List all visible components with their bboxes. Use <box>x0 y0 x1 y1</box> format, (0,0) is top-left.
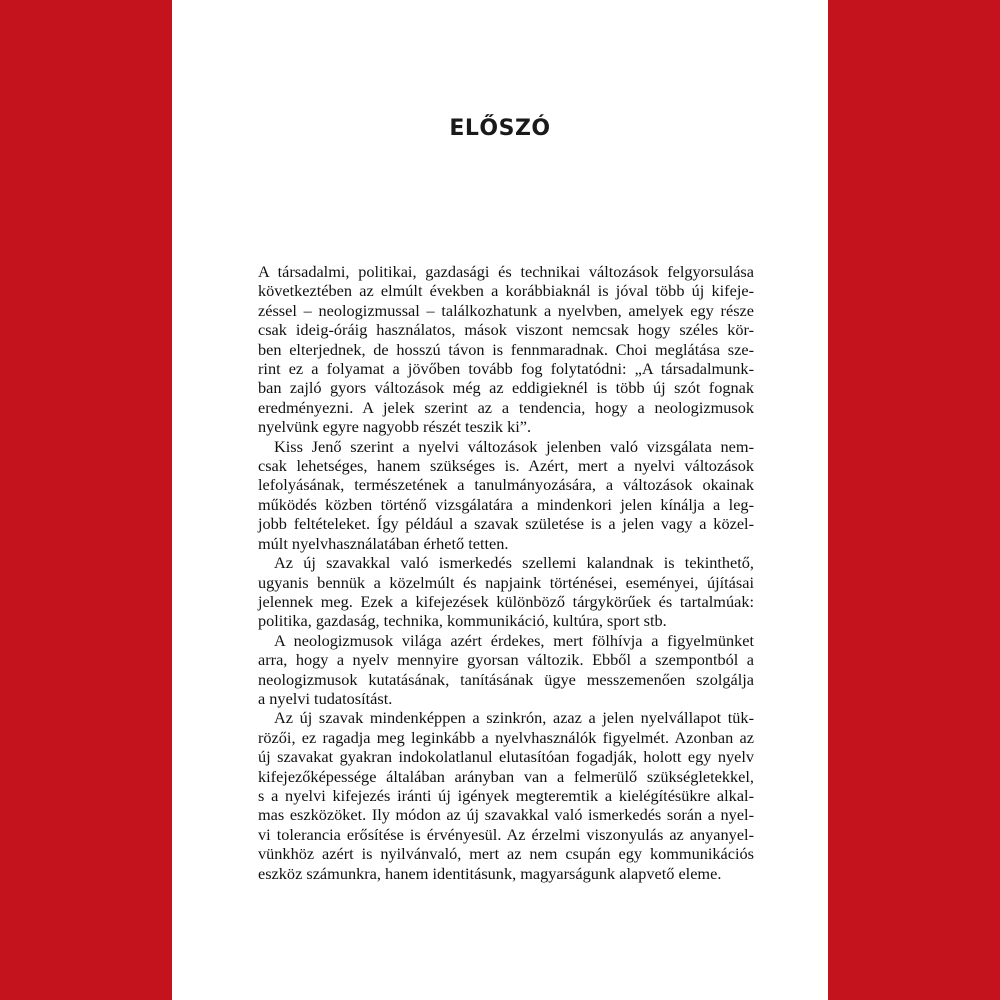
text-line: vi tolerancia erősítése is érvényesül. Az érzelmi viszonyulás az anyanyel- <box>258 824 754 844</box>
text-line: múlt nyelvhasználatában érhető tetten. <box>258 533 509 553</box>
text-line: mas eszközöket. Ily módon az új szavakkal való ismerkedés során a nyel- <box>258 805 754 825</box>
text-line: Az új szavakkal való ismerkedés szellemi kalandnak is tekinthető, <box>274 553 754 573</box>
text-line: vünkhöz azért is nyilvánvaló, mert az nem csupán egy kommunikációs <box>258 844 754 864</box>
text-line: s a nyelvi kifejezés iránti új igények megteremtik a kielégítésükre alkal- <box>258 785 754 805</box>
text-line: rözői, ez ragadja meg leginkább a nyelvhasználók figyelmét. Azonban az <box>258 727 754 747</box>
text-line: eredményezni. A jelek szerint az a tendencia, hogy a neologizmusok <box>258 397 754 417</box>
text-line: ban zajló gyors változások még az eddigieknél is több új szót fognak <box>258 378 754 398</box>
text-line: Kiss Jenő szerint a nyelvi változások jelenben való vizsgálata nem- <box>274 436 754 456</box>
text-line: új szavakat gyakran indokolatlanul elutasítóan fogadják, holott egy nyelv <box>258 747 754 767</box>
paragraph <box>258 437 754 553</box>
paragraph <box>258 708 754 883</box>
page-title: ELŐSZÓ <box>449 116 551 141</box>
text-line: arra, hogy a nyelv mennyire gyorsan változik. Ebből a szempontból a <box>258 650 754 670</box>
text-line: a nyelvi tudatosítást. <box>258 688 393 708</box>
text-line: zéssel – neologizmussal – találkozhatunk a nyelvben, amelyek egy része <box>258 300 754 320</box>
paragraph <box>258 631 754 709</box>
paragraph <box>258 553 754 631</box>
text-line: nyelvünk egyre nagyobb részét teszik ki”. <box>258 417 532 437</box>
text-line: következtében az elmúlt években a korábbiaknál is jóval több új kifeje- <box>258 281 754 301</box>
text-line: eszköz számunkra, hanem identitásunk, magyarságunk alapvető eleme. <box>258 863 722 883</box>
text-line: csak ideig-óráig használatos, mások viszont nemcsak hogy széles kör- <box>258 320 754 340</box>
text-line: A társadalmi, politikai, gazdasági és technikai változások felgyorsulása <box>258 262 754 281</box>
text-line: politika, gazdaság, technika, kommunikáció, kultúra, sport stb. <box>258 611 667 631</box>
preface-body <box>258 262 754 883</box>
text-line: A neologizmusok világa azért érdekes, mert fölhívja a figyelmünket <box>274 630 754 650</box>
text-line: csak lehetséges, hanem szükséges is. Azért, mert a nyelvi változások <box>258 456 754 476</box>
text-line: működés közben történő vizsgálatára a mindenkori jelen kínálja a leg- <box>258 494 754 514</box>
book-page <box>172 0 828 1000</box>
text-line: kifejezőképessége általában arányban van a felmerülő szükségletekkel, <box>258 766 754 786</box>
text-line: rint ez a folyamat a jövőben tovább fog folytatódni: „A társadalmunk- <box>258 359 754 379</box>
text-line: neologizmusok kutatásának, tanításának ügye messzemenően szolgálja <box>258 669 754 689</box>
text-line: jobb feltételeket. Így például a szavak születése is a jelen vagy a közel- <box>258 514 754 534</box>
text-line: ugyanis bennük a közelmúlt és napjaink történései, eseményei, újításai <box>258 572 754 592</box>
text-line: jelennek meg. Ezek a kifejezések különböző tárgykörűek és tartalmúak: <box>258 591 754 611</box>
text-line: ben elterjednek, de hosszú távon is fennmaradnak. Choi meglátása sze- <box>258 339 754 359</box>
text-line: lefolyásának, természetének a tanulmányozására, a változások okainak <box>258 475 754 495</box>
text-line: Az új szavak mindenképpen a szinkrón, azaz a jelen nyelvállapot tük- <box>274 708 754 728</box>
paragraph <box>258 262 754 437</box>
